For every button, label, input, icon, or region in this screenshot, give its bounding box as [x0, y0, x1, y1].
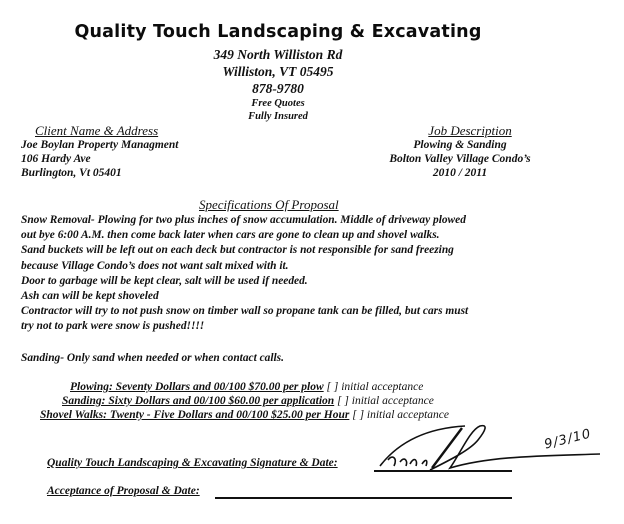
- acceptance-text: initial acceptance: [366, 409, 449, 421]
- job-section: [330, 124, 590, 180]
- spec-line: because Village Condo’s does not want salt mixed with it.: [21, 259, 289, 272]
- client-heading: Client Name & Address: [35, 123, 159, 138]
- specifications-body: [21, 213, 621, 366]
- spec-line: Contractor will try to not push snow on timber wall so propane tank can be filled, but cars must: [21, 305, 469, 318]
- tagline-fully-insured: Fully Insured: [248, 111, 308, 122]
- specifications-heading: Specifications Of Proposal: [199, 197, 339, 212]
- price-label: Shovel Walks: Twenty - Five Dollars and 00/100 $25.00 per Hour: [40, 409, 350, 421]
- initial-checkbox[interactable]: [ ]: [326, 381, 339, 393]
- sanding-note: Sanding- Only sand when needed or when contact calls.: [21, 351, 284, 364]
- tagline-free-quotes: Free Quotes: [251, 98, 305, 109]
- company-address-line2: Williston, VT 05495: [222, 64, 334, 79]
- acceptance-signature-line[interactable]: [215, 497, 512, 499]
- spacer: [21, 335, 621, 351]
- company-phone: 878-9780: [252, 81, 304, 96]
- client-city: Burlington, Vt 05401: [21, 167, 122, 179]
- spec-line: Ash can will be kept shoveled: [21, 290, 159, 303]
- initial-checkbox[interactable]: [ ]: [352, 409, 365, 421]
- price-label: Sanding: Sixty Dollars and 00/100 $60.00 per application: [62, 395, 335, 407]
- initial-checkbox[interactable]: [ ]: [337, 395, 349, 407]
- job-type: Plowing & Sanding: [413, 139, 507, 151]
- spec-line: try not to park were snow is pushed!!!!: [21, 320, 205, 333]
- signature-stroke: [380, 426, 465, 466]
- client-street: 106 Hardy Ave: [21, 153, 91, 165]
- acceptance-text: initial acceptance: [351, 395, 434, 407]
- acceptance-label: Acceptance of Proposal & Date:: [47, 485, 200, 497]
- price-row-plowing: [70, 380, 423, 394]
- company-address-line1: 349 North Williston Rd: [213, 47, 343, 62]
- job-location: Bolton Valley Village Condo’s: [389, 153, 531, 165]
- spec-line: Door to garbage will be kept clear, salt will be used if needed.: [21, 274, 308, 287]
- handwritten-date: 9/3/10: [542, 426, 593, 453]
- company-name: Quality Touch Landscaping & Excavating: [74, 22, 482, 42]
- job-season: 2010 / 2011: [432, 167, 488, 179]
- job-heading: Job Description: [428, 123, 512, 138]
- spec-line: out bye 6:00 A.M. then come back later when cars are gone to clean up and shovel walks.: [21, 229, 440, 242]
- company-signature-label: Quality Touch Landscaping & Excavating Signature & Date:: [47, 457, 338, 469]
- client-name: Joe Boylan Property Managment: [21, 139, 179, 151]
- spec-line: Sand buckets will be left out on each deck but contractor is not responsible for sand freezing: [21, 244, 454, 257]
- acceptance-text: initial acceptance: [341, 381, 424, 393]
- signature-stroke: [388, 457, 427, 466]
- price-label: Plowing: Seventy Dollars and 00/100 $70.00 per plow: [70, 381, 324, 393]
- price-row-sanding: [62, 394, 434, 408]
- client-section: [21, 124, 179, 180]
- spec-line: Snow Removal- Plowing for two plus inches of snow accumulation. Middle of driveway plowed: [21, 214, 466, 226]
